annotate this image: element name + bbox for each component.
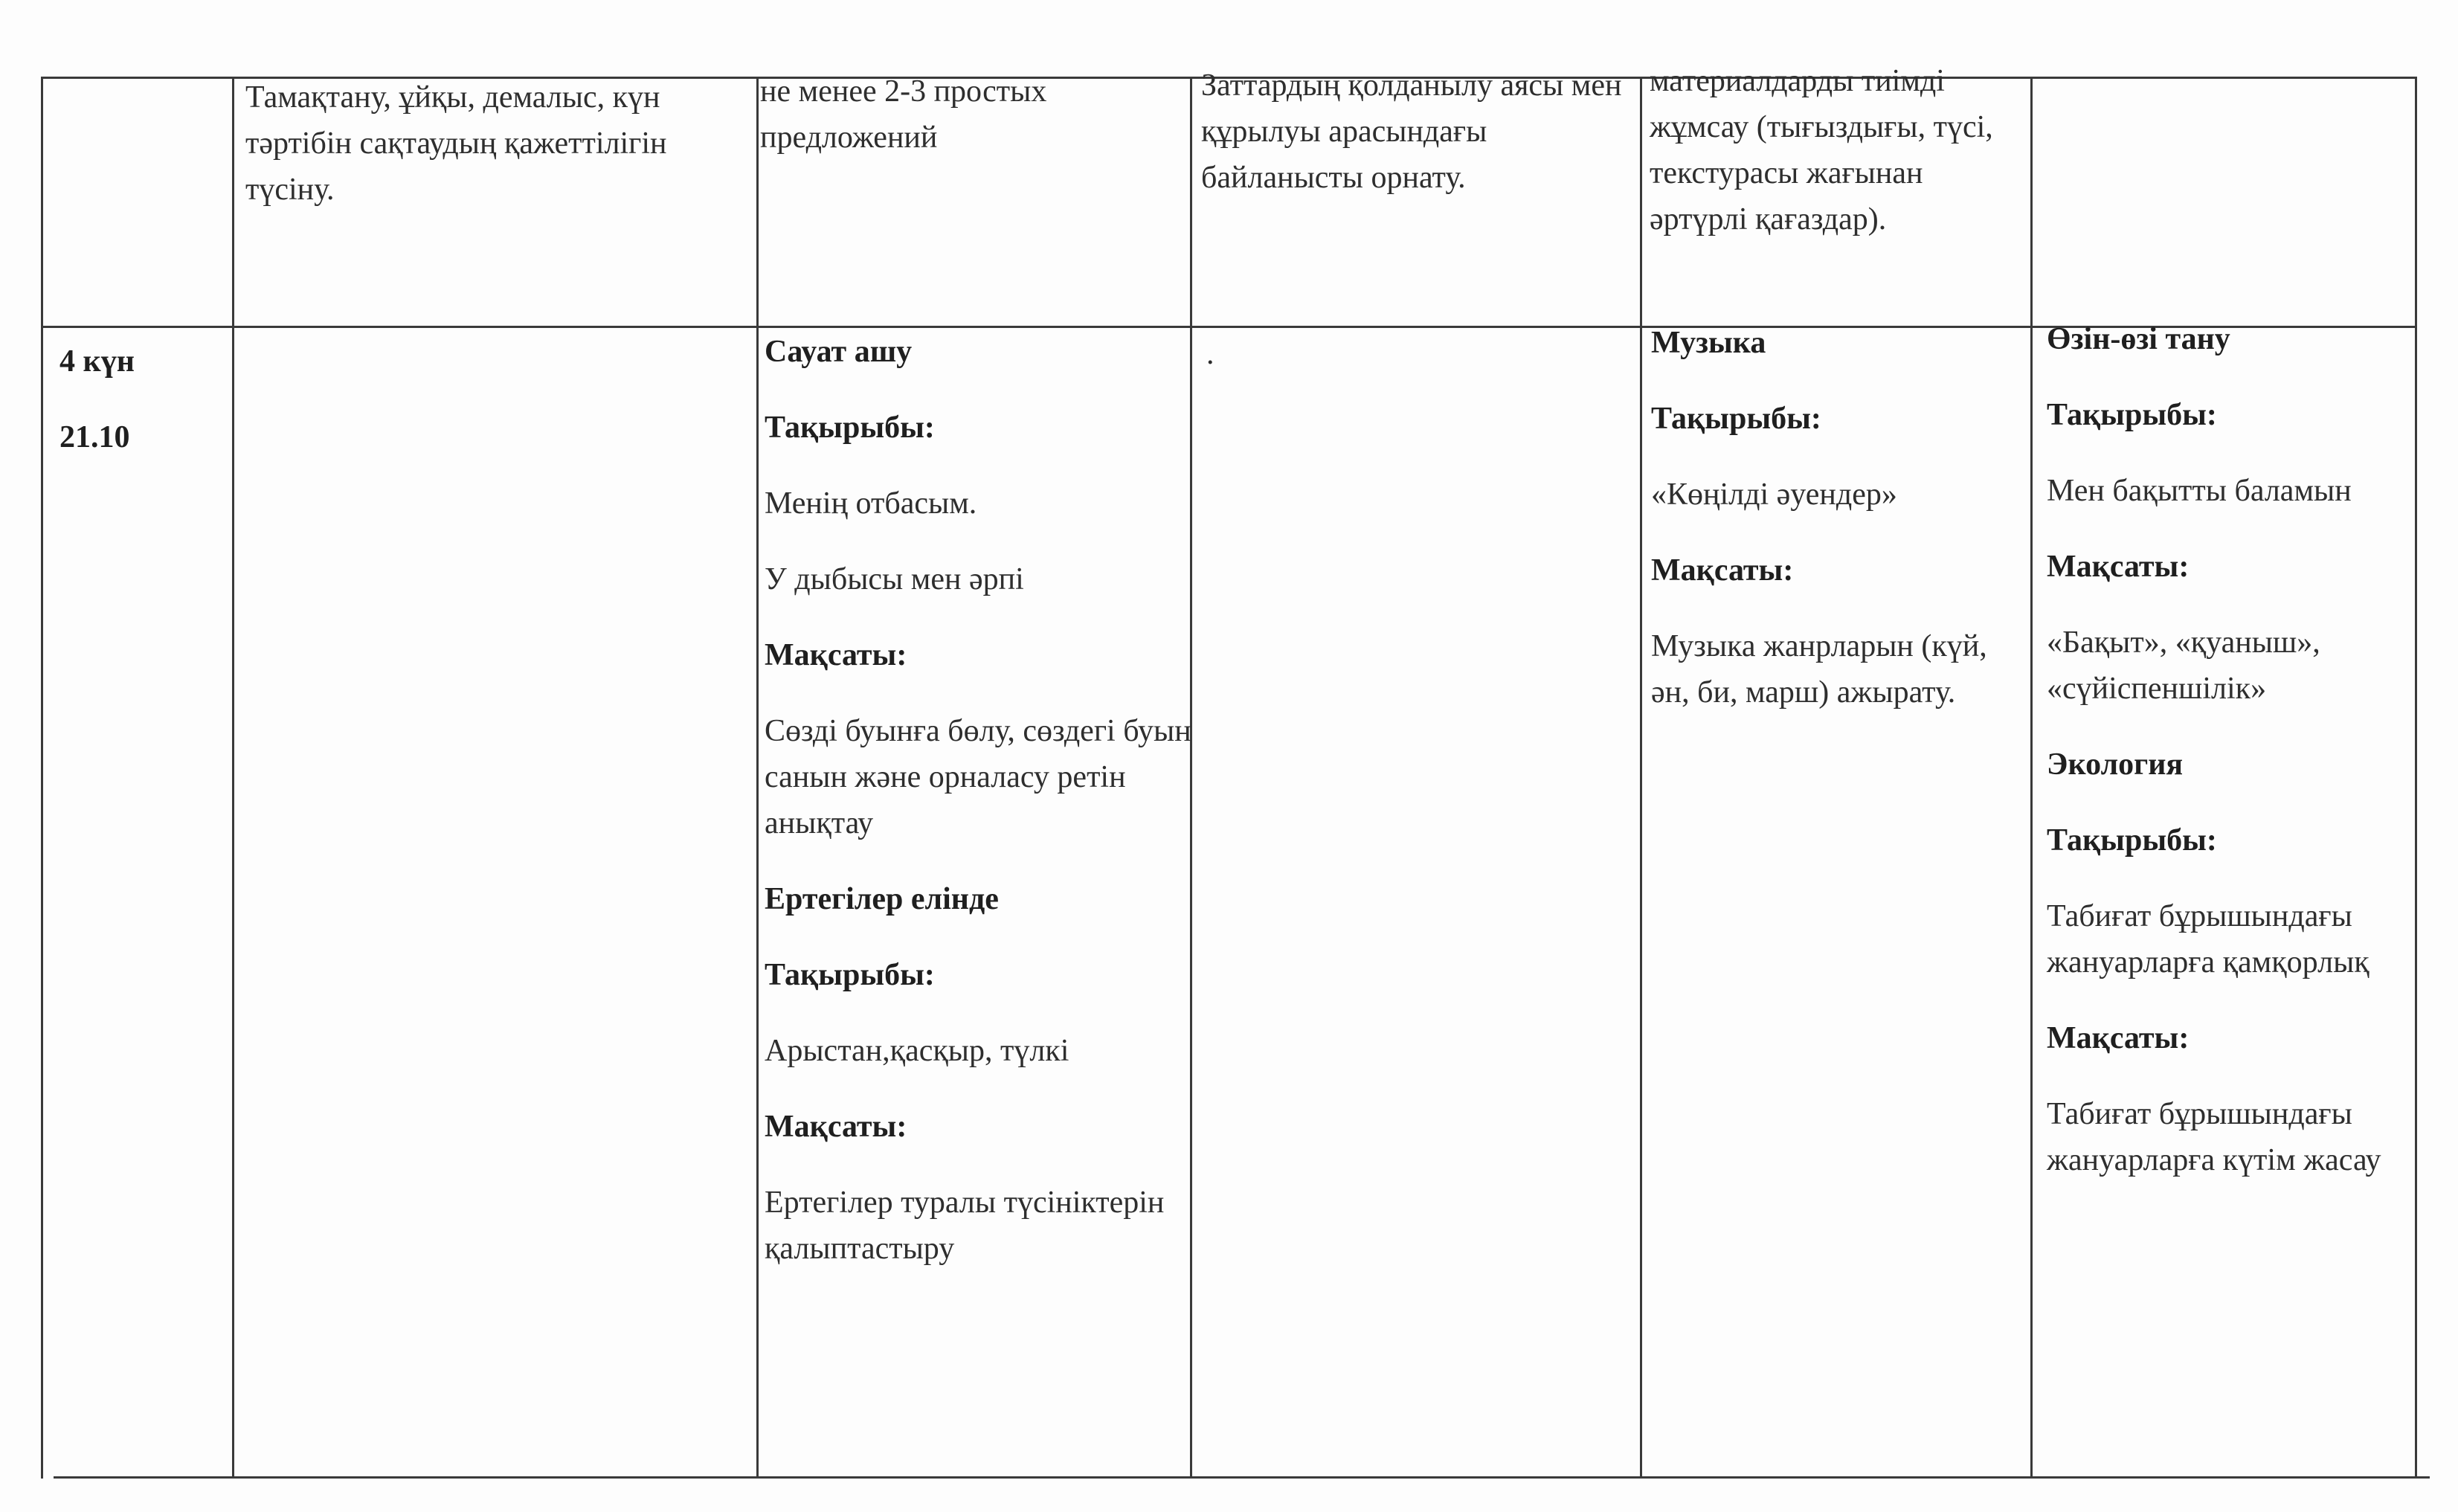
table-col-divider-5 [2030, 77, 2033, 1479]
subject-fairy-tales: Ертегілер елінде [765, 882, 999, 916]
subject-self-knowledge: Өзін-өзі тану [2047, 322, 2230, 356]
row1-col4-text: Заттардың қолданылу аясы мен құрылуы арасындағы байланысты орнату. [1201, 68, 1622, 195]
topic-text: Арыстан,қасқыр, түлкі [765, 1034, 1069, 1068]
table-right-border [2415, 77, 2417, 1479]
goal-label: Мақсаты: [765, 1110, 907, 1144]
topic-text: Менің отбасым. [765, 486, 977, 521]
topic-text: У дыбысы мен әрпі [765, 562, 1024, 596]
table-col-divider-2 [756, 77, 759, 1479]
goal-label: Мақсаты: [2047, 550, 2190, 584]
goal-text: Музыка жанрларын (күй, ән, би, марш) ажырату. [1651, 629, 1987, 710]
goal-label: Мақсаты: [2047, 1021, 2190, 1055]
topic-label: Тақырыбы: [2047, 398, 2217, 432]
topic-text: Мен бақытты баламын [2047, 474, 2352, 508]
row1-col5-cell [1650, 58, 2021, 242]
goal-text: Ертегілер туралы түсініктерін қалыптастыру [765, 1186, 1165, 1266]
stray-mark: . [1206, 337, 1214, 371]
goal-text: Сөзді буынға бөлу, сөздегі буын санын және орналасу ретін анықтау [765, 714, 1191, 840]
row2-col3-cell [765, 329, 1192, 1302]
row2-col1-cell [59, 338, 223, 490]
topic-label: Тақырыбы: [1651, 402, 1821, 436]
subject-literacy: Сауат ашу [765, 335, 913, 369]
goal-text: «Бақыт», «қуаныш», «сүйіспеншілік» [2047, 625, 2320, 706]
subject-music: Музыка [1651, 326, 1766, 360]
row1-col3-cell [760, 68, 1177, 161]
row2-col6-cell [2047, 316, 2404, 1213]
table-col-divider-1 [232, 77, 234, 1479]
row1-col4-cell [1201, 62, 1625, 201]
row1-col2-cell [245, 74, 744, 213]
day-label: 4 күн [59, 344, 135, 379]
goal-label: Мақсаты: [1651, 553, 1794, 588]
topic-label: Тақырыбы: [765, 958, 935, 992]
date-label: 21.10 [59, 420, 130, 454]
topic-label: Тақырыбы: [765, 411, 935, 445]
topic-text: Табиғат бұрышындағы жануарларға қамқорлық [2047, 899, 2369, 979]
table-left-border [41, 77, 43, 1479]
topic-label: Тақырыбы: [2047, 823, 2217, 858]
goal-text: Табиғат бұрышындағы жануарларға күтім жасау [2047, 1097, 2381, 1177]
row1-col5-text: материалдарды тиімді жұмсау (тығыздығы, түсі, текстурасы жағынан әртүрлі қағаздар). [1650, 64, 1993, 237]
row1-col2-text: Тамақтану, ұйқы, демалыс, күн тәртібін сақтаудың қажеттілігін түсіну. [245, 80, 667, 207]
row2-col5-cell [1651, 320, 2015, 745]
table-col-divider-4 [1640, 77, 1642, 1479]
subject-ecology: Экология [2047, 747, 2184, 782]
goal-label: Мақсаты: [765, 638, 907, 672]
row1-col3-text: не менее 2-3 простых предложений [760, 74, 1047, 155]
table-bottom-border [54, 1476, 2430, 1479]
topic-text: «Көңілді әуендер» [1651, 477, 1897, 512]
